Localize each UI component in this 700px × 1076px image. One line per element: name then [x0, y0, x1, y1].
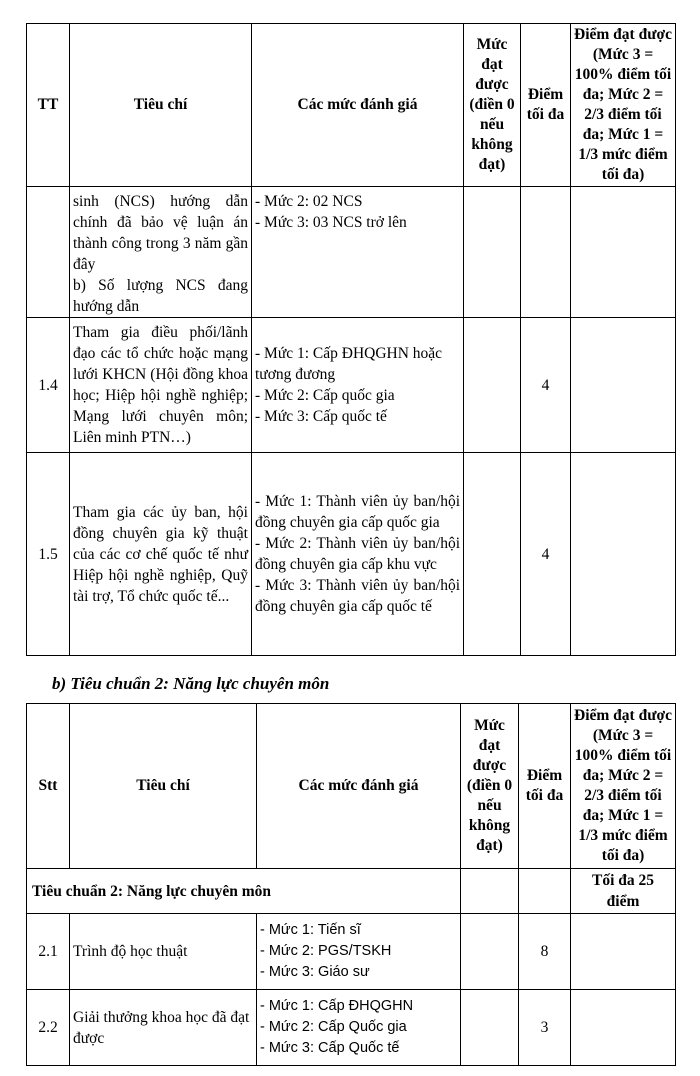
table-row: [27, 318, 676, 453]
row-tt: 1.5: [27, 453, 70, 656]
row-stt: 2.2: [27, 990, 70, 1066]
row-max-score: [521, 187, 571, 318]
col-header-tt: TT: [27, 24, 70, 187]
col-header-levels: Các mức đánh giá: [252, 24, 464, 187]
col-header-max-score: Điểm tối đa: [519, 704, 571, 869]
section-b-title: b) Tiêu chuẩn 2: Năng lực chuyên môn: [52, 674, 330, 693]
row-achieved-score[interactable]: [571, 990, 676, 1066]
level-item: - Mức 2: 02 NCS: [255, 193, 363, 210]
level-item: - Mức 3: 03 NCS trở lên: [255, 214, 407, 231]
col-header-max-score: Điểm tối đa: [521, 24, 571, 187]
criteria-table-1: [26, 23, 676, 656]
level-item: - Mức 3: Giáo sư: [260, 964, 370, 980]
row-achieved-score[interactable]: [571, 453, 676, 656]
row-levels: [257, 914, 461, 990]
row-achieved-level[interactable]: [464, 453, 521, 656]
row-achieved-score[interactable]: [571, 318, 676, 453]
group-row-label: Tiêu chuẩn 2: Năng lực chuyên môn: [27, 869, 461, 914]
row-levels: [257, 990, 461, 1066]
row-levels: [252, 318, 464, 453]
group-row: [27, 869, 676, 914]
criteria-text-b: b) Số lượng NCS đang hướng dẫn: [73, 277, 248, 315]
col-header-levels: Các mức đánh giá: [257, 704, 461, 869]
row-achieved-level[interactable]: [464, 318, 521, 453]
row-levels: [252, 453, 464, 656]
row-tt: [27, 187, 70, 318]
level-item: - Mức 3: Cấp Quốc tế: [260, 1040, 400, 1056]
level-item: - Mức 2: Thành viên ủy ban/hội đồng chuyên gia cấp khu vực: [255, 535, 460, 573]
level-item: - Mức 1: Cấp ĐHQGHN hoặc tương đương: [255, 345, 443, 383]
col-header-criteria: Tiêu chí: [70, 704, 257, 869]
level-item: - Mức 2: Cấp Quốc gia: [260, 1019, 407, 1035]
row-max-score: 4: [521, 453, 571, 656]
row-achieved-level[interactable]: [464, 187, 521, 318]
row-criteria: [70, 187, 252, 318]
criteria-table-2: [26, 703, 676, 1066]
row-achieved-score[interactable]: [571, 914, 676, 990]
row-stt: 2.1: [27, 914, 70, 990]
row-criteria: Tham gia điều phối/lãnh đạo các tổ chức hoặc mạng lưới KHCN (Hội đồng khoa học; Hiệp hội nghề nghiệp; Mạng lưới chuyên môn; Liên minh PTN…): [70, 318, 252, 453]
table-header-row: [27, 704, 676, 869]
row-tt: 1.4: [27, 318, 70, 453]
criteria-text: sinh (NCS) hướng dẫn chính đã bảo vệ luận án thành công trong 3 năm gần đây: [73, 193, 248, 273]
level-item: - Mức 3: Thành viên ủy ban/hội đồng chuyên gia cấp quốc tế: [255, 577, 460, 615]
group-row-max: Tối đa 25 điểm: [571, 869, 676, 914]
col-header-achieved-level: Mức đạt được (điền 0 nếu không đạt): [464, 24, 521, 187]
row-achieved-level[interactable]: [461, 914, 519, 990]
level-item: - Mức 3: Cấp quốc tế: [255, 408, 387, 425]
row-levels: [252, 187, 464, 318]
table-row: [27, 990, 676, 1066]
row-achieved-level[interactable]: [461, 990, 519, 1066]
row-criteria: Giải thưởng khoa học đã đạt được: [70, 990, 257, 1066]
level-item: - Mức 1: Tiến sĩ: [260, 922, 361, 938]
row-max-score: 3: [519, 990, 571, 1066]
col-header-achieved-level: Mức đạt được (điền 0 nếu không đạt): [461, 704, 519, 869]
group-row-achieved-level[interactable]: [461, 869, 519, 914]
col-header-criteria: Tiêu chí: [70, 24, 252, 187]
row-achieved-score[interactable]: [571, 187, 676, 318]
row-criteria: Tham gia các ủy ban, hội đồng chuyên gia kỹ thuật của các cơ chế quốc tế như Hiệp hội nghề nghiệp, Quỹ tài trợ, Tổ chức quốc tế...: [70, 453, 252, 656]
table-row: [27, 914, 676, 990]
row-criteria: Trình độ học thuật: [70, 914, 257, 990]
table-row: [27, 453, 676, 656]
table-row: [27, 187, 676, 318]
row-max-score: 8: [519, 914, 571, 990]
row-max-score: 4: [521, 318, 571, 453]
level-item: - Mức 2: Cấp quốc gia: [255, 387, 395, 404]
table-header-row: [27, 24, 676, 187]
group-row-max-score: [519, 869, 571, 914]
col-header-achieved-score: Điểm đạt được (Mức 3 = 100% điểm tối đa; Mức 2 = 2/3 điểm tối đa; Mức 1 = 1/3 mức điểm tối đa): [571, 24, 676, 187]
level-item: - Mức 2: PGS/TSKH: [260, 943, 392, 959]
col-header-stt: Stt: [27, 704, 70, 869]
level-item: - Mức 1: Cấp ĐHQGHN: [260, 998, 414, 1014]
level-item: - Mức 1: Thành viên ủy ban/hội đồng chuyên gia cấp quốc gia: [255, 493, 460, 531]
col-header-achieved-score: Điểm đạt được (Mức 3 = 100% điểm tối đa; Mức 2 = 2/3 điểm tối đa; Mức 1 = 1/3 mức điểm tối đa): [571, 704, 676, 869]
